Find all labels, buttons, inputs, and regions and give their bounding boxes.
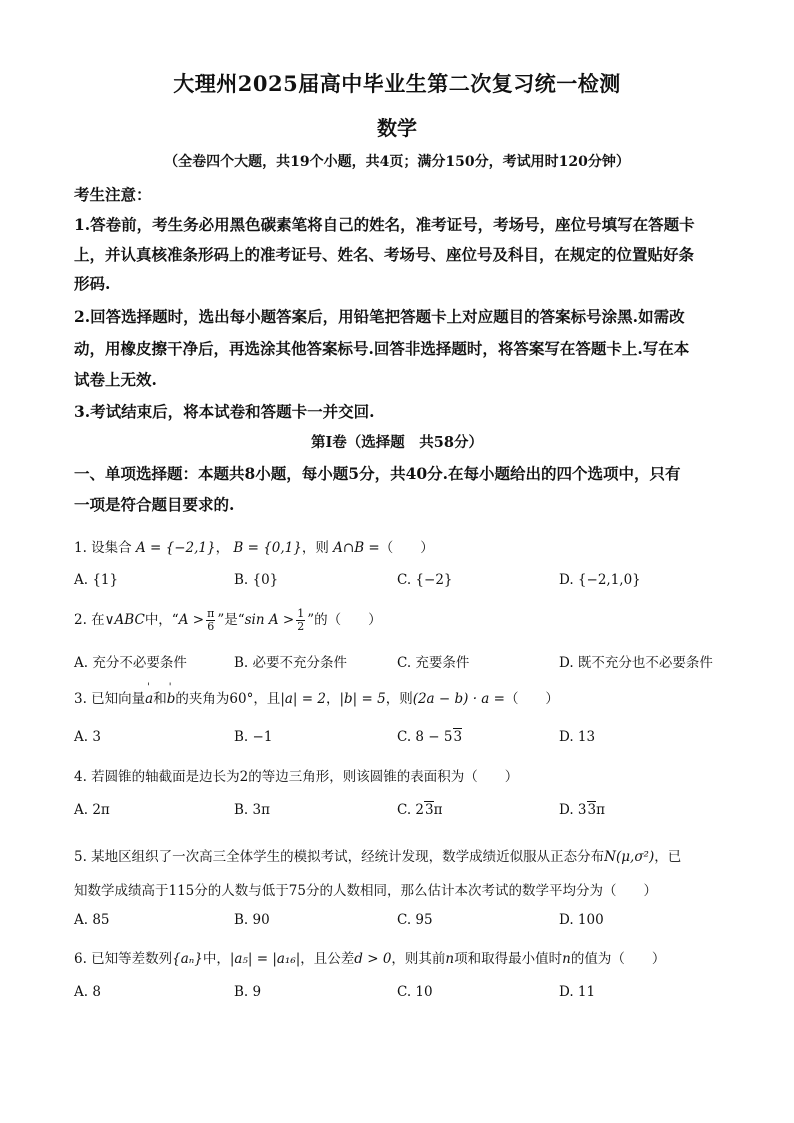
q4-option-d-pi: π <box>596 802 605 818</box>
question-4-stem: 4. 若圆锥的轴截面是边长为2的等边三角形，则该圆锥的表面积为（ ） <box>74 769 519 785</box>
q1-option-d[interactable]: D. {−2,1,0} <box>559 572 641 588</box>
q6-text: ，则其前 <box>391 951 446 967</box>
q1-text: ，则 <box>301 540 329 556</box>
notice-line: 1.答卷前，考生务必用黑色碳素笔将自己的姓名，准考证号，考场号，座位号填写在答题卡 <box>74 215 695 234</box>
q6-text: 中， <box>202 951 230 967</box>
q3-text: 3. 已知向量 <box>74 691 146 707</box>
q3-text: ，则 <box>385 691 413 707</box>
question-2-stem <box>74 608 382 633</box>
exam-info: （全卷四个大题，共19个小题，共4页；满分150分，考试用时120分钟） <box>164 154 630 170</box>
q3-text: 的夹角为60°，且 <box>175 691 281 707</box>
question-5-stem-line1 <box>74 845 681 865</box>
q3-paren: （ ） <box>504 691 559 707</box>
q2-fraction-1-2 <box>296 608 305 633</box>
q3-option-c[interactable] <box>397 729 462 745</box>
q3-option-d[interactable]: D. 13 <box>559 729 596 745</box>
q6-text: 项和取得最小值时 <box>454 951 563 967</box>
q2-text: ”是“ <box>217 612 245 628</box>
q4-option-d-sqrt: 3 <box>587 802 597 818</box>
q5-option-d[interactable]: D. 100 <box>559 912 604 928</box>
q4-option-c-text: C. 2 <box>397 802 425 818</box>
q3-option-b[interactable]: B. −1 <box>234 729 273 745</box>
q3-norm-b: |b| = 5 <box>339 691 386 707</box>
q1-option-b[interactable]: B. {0} <box>234 572 279 588</box>
q6-n: n <box>562 951 571 967</box>
q6-option-b[interactable]: B. 9 <box>234 984 262 1000</box>
q2-option-c[interactable]: C. 充要条件 <box>397 655 470 671</box>
q2-frac-den: 6 <box>207 620 215 633</box>
notice-line: 形码. <box>74 274 111 293</box>
q2-frac-den: 2 <box>297 620 305 633</box>
section-heading: 第Ⅰ卷（选择题 共58分） <box>311 434 483 451</box>
notice-line: 上，并认真核准条形码上的准考证号、姓名、考场号、座位号及科目，在规定的位置贴好条 <box>74 245 695 264</box>
q4-option-c[interactable] <box>397 802 443 818</box>
q6-option-d[interactable]: D. 11 <box>559 984 596 1000</box>
q3-option-c-text: C. 8 − 5 <box>397 729 453 745</box>
q6-n: n <box>445 951 455 967</box>
q3-norm-a: |a| = 2 <box>280 691 326 707</box>
q6-condition: |a₅| = |a₁₆| <box>229 951 301 967</box>
notice-line: 动，用橡皮擦干净后，再选涂其他答案标号.回答非选择题时，将答案写在答题卡上.写在本 <box>74 339 690 358</box>
q2-frac-num: π <box>207 607 215 620</box>
q3-option-a[interactable]: A. 3 <box>74 729 101 745</box>
q4-option-c-pi: π <box>433 802 443 818</box>
q6-text: 6. 已知等差数列 <box>74 951 173 967</box>
q6-common-diff: d > 0 <box>354 951 392 967</box>
q1-text: ， <box>215 540 230 556</box>
q2-fraction-pi-6 <box>206 608 215 633</box>
q6-option-c[interactable]: C. 10 <box>397 984 433 1000</box>
q6-text: 的值为（ ） <box>570 951 666 967</box>
q5-normal-dist: N(μ,σ²) <box>604 849 655 865</box>
question-6-stem <box>74 947 665 967</box>
q6-text: ，且公差 <box>300 951 355 967</box>
q2-text: ”的（ ） <box>307 612 382 628</box>
q1-text: 1. 设集合 <box>74 540 132 556</box>
q3-text: 和 <box>153 691 167 707</box>
q6-option-a[interactable]: A. 8 <box>74 984 101 1000</box>
q1-paren: （ ） <box>379 540 434 556</box>
q5-option-b[interactable]: B. 90 <box>234 912 270 928</box>
q2-option-b[interactable]: B. 必要不充分条件 <box>234 655 348 671</box>
q1-set-b: B = {0,1} <box>233 540 302 556</box>
question-1-stem <box>74 536 434 556</box>
section-instruction: 一项是符合题目要求的. <box>74 495 235 514</box>
q2-triangle: ∨ABC <box>104 612 145 628</box>
q1-intersection: A∩B = <box>333 540 380 556</box>
q5-option-a[interactable]: A. 85 <box>74 912 110 928</box>
notice-line: 3.考试结束后，将本试卷和答题卡一并交回. <box>74 402 375 421</box>
q5-text: 5. 某地区组织了一次高三全体学生的模拟考试，经统计发现，数学成绩近似服从正态分布 <box>74 849 605 865</box>
q5-option-c[interactable]: C. 95 <box>397 912 433 928</box>
q4-option-b[interactable]: B. 3π <box>234 802 270 818</box>
q3-vector-b: ' b <box>167 691 176 707</box>
q6-sequence: {aₙ} <box>172 951 203 967</box>
question-5-stem-line2: 知数学成绩高于115分的人数与低于75分的人数相同，那么估计本次考试的数学平均分为（ ） <box>74 883 657 899</box>
q1-option-c[interactable]: C. {−2} <box>397 572 453 588</box>
q4-option-d[interactable] <box>559 802 605 818</box>
notice-heading: 考生注意： <box>74 185 152 204</box>
exam-title: 大理州2025届高中毕业生第二次复习统一检测 <box>173 71 621 96</box>
q2-condition-sin: sin A > <box>244 612 295 628</box>
q2-option-a[interactable]: A. 充分不必要条件 <box>74 655 187 671</box>
q5-text: ，已 <box>654 849 682 865</box>
q2-text: 2. 在 <box>74 612 105 628</box>
notice-line: 2.回答选择题时，选出每小题答案后，用铅笔把答题卡上对应题目的答案标号涂黑.如需改 <box>74 307 685 326</box>
q4-option-c-sqrt: 3 <box>425 802 434 818</box>
section-instruction: 一、单项选择题：本题共8小题，每小题5分，共40分.在每小题给出的四个选项中，只有 <box>74 464 681 483</box>
q4-option-a[interactable]: A. 2π <box>74 802 110 818</box>
exam-subject: 数学 <box>377 116 417 140</box>
q2-frac-num: 1 <box>297 607 305 620</box>
question-3-stem <box>74 687 559 707</box>
q3-vector-a: ' a <box>145 691 153 707</box>
q2-option-d[interactable]: D. 既不充分也不必要条件 <box>559 655 713 671</box>
q1-option-a[interactable]: A. {1} <box>74 572 119 588</box>
q1-set-a: A = {−2,1} <box>135 540 216 556</box>
notice-line: 试卷上无效. <box>74 370 157 389</box>
q2-condition-a: A > <box>178 612 205 628</box>
q3-expression: (2a − b) · a = <box>412 691 505 707</box>
q4-option-d-text: D. 3 <box>559 802 587 818</box>
q2-text: 中，“ <box>144 612 179 628</box>
q3-text: ， <box>325 691 340 707</box>
q3-option-c-sqrt: 3 <box>453 729 463 745</box>
